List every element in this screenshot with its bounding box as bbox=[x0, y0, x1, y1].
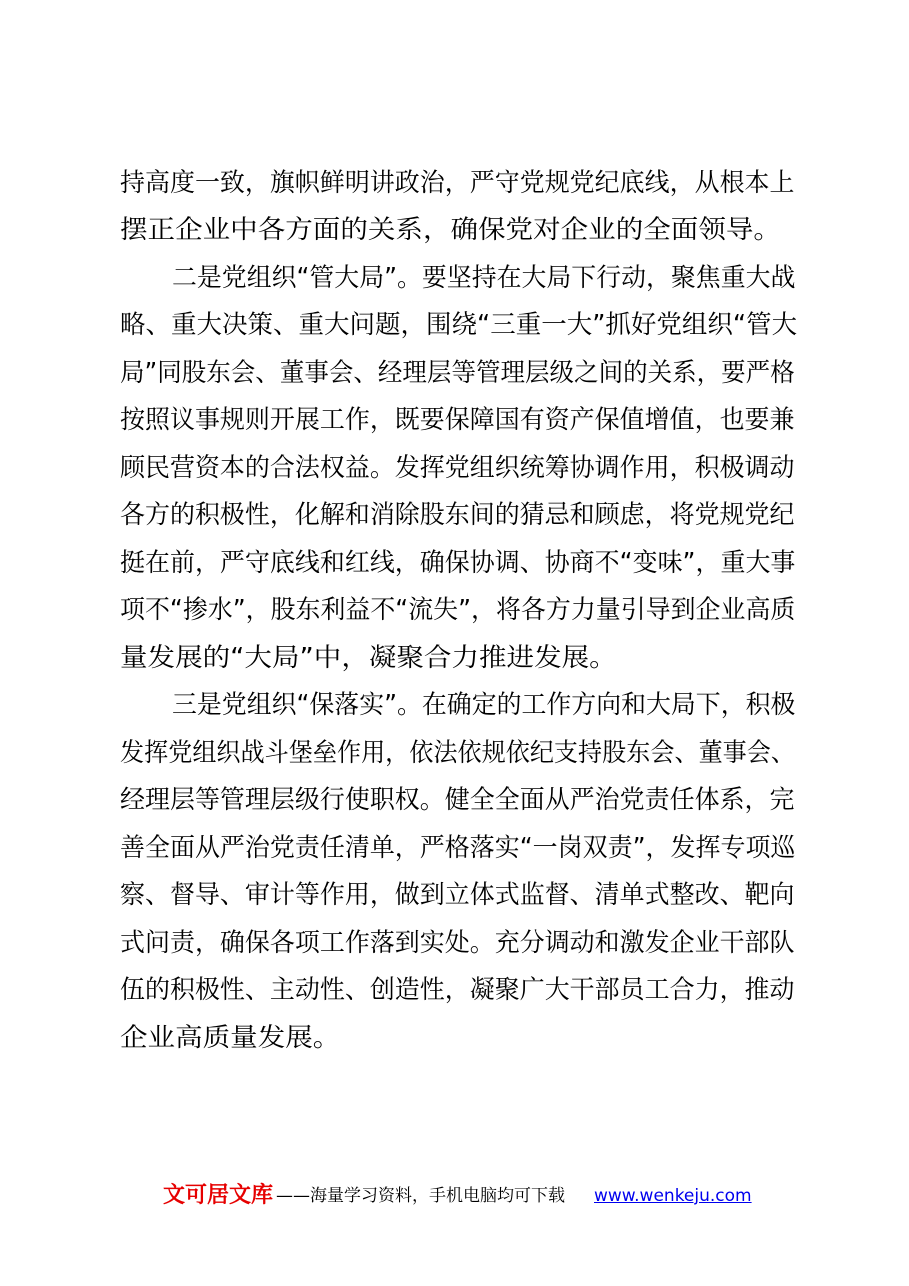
text-line: 善全面从严治党责任清单，严格落实“一岗双责”，发挥专项巡 bbox=[120, 833, 796, 863]
footer-tagline: ——海量学习资料，手机电脑均可下载 bbox=[276, 1186, 565, 1206]
text-line: 式问责，确保各项工作落到实处。充分调动和激发企业干部队 bbox=[120, 928, 795, 958]
text-line: 顾民营资本的合法权益。发挥党组织统筹协调作用，积极调动 bbox=[120, 453, 795, 483]
footer-brand: 文可居文库 bbox=[163, 1183, 274, 1208]
text-line: 经理层等管理层级行使职权。健全全面从严治党责任体系，完 bbox=[120, 785, 795, 815]
text-line: 略、重大决策、重大问题，围绕“三重一大”抓好党组织“管大 bbox=[120, 310, 798, 340]
footer bbox=[0, 1180, 909, 1212]
text-line: 项不“掺水”，股东利益不“流失”，将各方力量引导到企业高质 bbox=[120, 595, 796, 625]
text-line: 按照议事规则开展工作，既要保障国有资产保值增值，也要兼 bbox=[120, 405, 795, 435]
text-line: 伍的积极性、主动性、创造性，凝聚广大干部员工合力，推动 bbox=[120, 975, 795, 1005]
text-line: 企业高质量发展。 bbox=[120, 1023, 341, 1053]
text-line: 量发展的“大局”中，凝聚合力推进发展。 bbox=[120, 643, 617, 673]
text-line: 挺在前，严守底线和红线，确保协调、协商不“变味”，重大事 bbox=[120, 548, 796, 578]
text-line: 局”同股东会、董事会、经理层等管理层级之间的关系，要严格 bbox=[120, 358, 795, 388]
text-line: 摆正企业中各方面的关系，确保党对企业的全面领导。 bbox=[120, 215, 781, 245]
text-line: 持高度一致，旗帜鲜明讲政治，严守党规党纪底线，从根本上 bbox=[120, 168, 795, 198]
text-line: 各方的积极性，化解和消除股东间的猜忌和顾虑，将党规党纪 bbox=[120, 500, 795, 530]
text-line: 二是党组织“管大局”。要坚持在大局下行动，聚焦重大战 bbox=[172, 263, 796, 293]
text-line: 察、督导、审计等作用，做到立体式监督、清单式整改、靶向 bbox=[120, 880, 795, 910]
text-line: 三是党组织“保落实”。在确定的工作方向和大局下，积极 bbox=[172, 690, 796, 720]
text-line: 发挥党组织战斗堡垒作用，依法依规依纪支持股东会、董事会、 bbox=[120, 738, 796, 768]
footer-link[interactable]: www.wenkeju.com bbox=[594, 1186, 752, 1206]
